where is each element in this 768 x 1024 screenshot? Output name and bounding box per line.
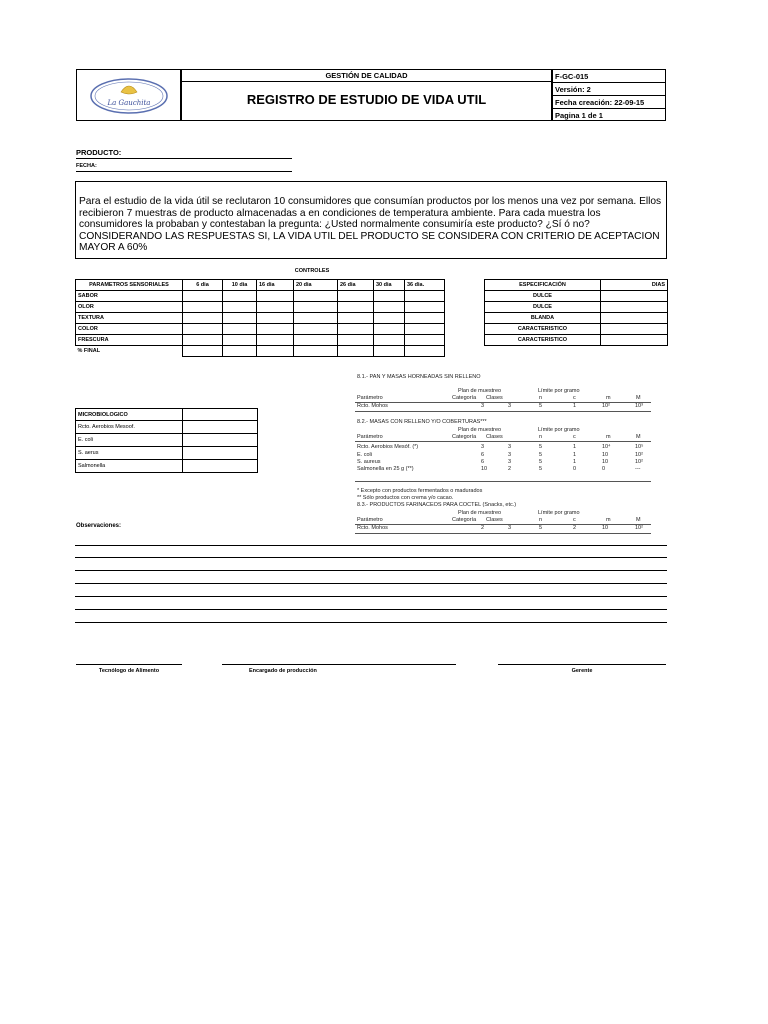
row-label: % FINAL xyxy=(77,348,101,355)
column-header: 10 dia xyxy=(223,280,257,291)
department-label: GESTIÓN DE CALIDAD xyxy=(325,71,408,80)
c-label: c xyxy=(573,517,576,523)
row-label: E. coli xyxy=(76,434,183,447)
table-row xyxy=(76,434,258,447)
logo-text: La Gauchita xyxy=(107,99,151,107)
observations-line[interactable] xyxy=(75,545,667,546)
norm-cell: 5 xyxy=(539,403,543,409)
m-label: m xyxy=(606,395,611,401)
column-header: 16 dia xyxy=(257,280,294,291)
m-label: m xyxy=(606,517,611,523)
norm-row-label: Rcto. Mohos xyxy=(357,525,388,531)
table-cell[interactable] xyxy=(183,421,258,434)
table-row xyxy=(76,324,445,335)
norm-cell: 6 xyxy=(481,452,485,458)
table-cell[interactable] xyxy=(294,302,338,313)
norm-cell: 10 xyxy=(481,466,488,472)
table-cell[interactable] xyxy=(223,335,257,346)
column-header: 6 dia xyxy=(183,280,223,291)
norm-cell: 10 xyxy=(602,459,609,465)
table-cell[interactable] xyxy=(405,324,445,335)
row-label: TEXTURA xyxy=(76,313,183,324)
signature-label-gerente: Gerente xyxy=(571,668,593,674)
title-cell xyxy=(181,69,552,121)
row-label: Rcto. Aerobios Mesoof. xyxy=(76,421,183,434)
table-row xyxy=(76,421,258,434)
observations-line[interactable] xyxy=(75,622,667,623)
norm-row-label: Rcto. Mohos xyxy=(357,403,388,409)
norm-note-1: * Excepto con productos fermentados o madurados xyxy=(357,488,483,494)
table-cell[interactable] xyxy=(183,313,223,324)
table-row xyxy=(485,291,668,302)
document-meta xyxy=(552,69,666,121)
document-version: Versión: 2 xyxy=(555,85,591,94)
observations-line[interactable] xyxy=(75,557,667,558)
column-header: MICROBIOLOGICO xyxy=(76,409,183,421)
norm-cell: 10⁴ xyxy=(602,444,611,450)
table-cell[interactable] xyxy=(223,291,257,302)
categoria-label: Categoría xyxy=(452,434,477,440)
row-label: FRESCURA xyxy=(76,335,183,346)
table-cell[interactable] xyxy=(374,302,405,313)
table-cell[interactable] xyxy=(223,346,257,357)
column-header: 26 dia xyxy=(338,280,374,291)
row-label: SABOR xyxy=(76,291,183,302)
c-label: c xyxy=(573,434,576,440)
column-header: 36 dia. xyxy=(405,280,445,291)
limite-label: Límite por gramo xyxy=(538,388,580,394)
signature-label-tecnologo: Tecnólogo de Alimento xyxy=(98,668,160,674)
categoria-label: Categoría xyxy=(452,395,477,401)
table-cell[interactable] xyxy=(338,324,374,335)
table-cell[interactable] xyxy=(338,313,374,324)
norm-row-label: E. coli xyxy=(357,452,372,458)
norm-cell: --- xyxy=(635,466,641,472)
norm-cell: 5 xyxy=(539,444,543,450)
norm-cell: 2 xyxy=(508,466,512,472)
signature-label-encargado: Encargado de producción xyxy=(249,668,317,674)
c-label: c xyxy=(573,395,576,401)
company-logo xyxy=(77,70,180,120)
table-cell[interactable] xyxy=(183,346,223,357)
table-cell[interactable] xyxy=(183,460,258,473)
fecha-label: FECHA: xyxy=(76,163,97,169)
table-cell[interactable] xyxy=(338,335,374,346)
table-cell[interactable] xyxy=(294,313,338,324)
norm-row-label: S. aureus xyxy=(357,459,381,465)
observations-label: Observaciones: xyxy=(76,523,122,529)
table-cell[interactable] xyxy=(183,335,223,346)
logo-cell xyxy=(76,69,181,121)
table-cell[interactable] xyxy=(183,447,258,460)
observations-line[interactable] xyxy=(75,570,667,571)
M-label: M xyxy=(636,395,641,401)
table-cell[interactable] xyxy=(374,291,405,302)
norm-cell: 3 xyxy=(508,525,512,531)
table-cell[interactable] xyxy=(257,291,294,302)
table-cell[interactable] xyxy=(405,291,445,302)
norm-cell: 0 xyxy=(602,466,606,472)
signature-line-tecnologo[interactable] xyxy=(76,664,182,665)
norm-cell: 10⁵ xyxy=(635,444,644,450)
column-header: DIAS xyxy=(601,280,668,291)
M-label: M xyxy=(636,434,641,440)
norm-cell: 5 xyxy=(539,525,543,531)
table-cell[interactable] xyxy=(601,335,668,346)
table-cell[interactable] xyxy=(183,434,258,447)
controls-title: CONTROLES xyxy=(294,268,330,274)
final-row xyxy=(76,346,445,357)
n-label: n xyxy=(539,434,543,440)
producto-field[interactable] xyxy=(76,158,292,159)
table-cell[interactable] xyxy=(405,302,445,313)
norm-cell: 0 xyxy=(573,466,577,472)
table-cell[interactable] xyxy=(294,335,338,346)
spec-value: DULCE xyxy=(485,291,601,302)
table-cell[interactable] xyxy=(257,346,294,357)
microbiological-table xyxy=(75,408,258,473)
table-cell[interactable] xyxy=(257,313,294,324)
norm-cell: 3 xyxy=(508,444,512,450)
limite-label: Límite por gramo xyxy=(538,510,580,516)
parametro-label: Parámetro xyxy=(357,517,383,523)
document-created: Fecha creación: 22-09-15 xyxy=(555,98,645,107)
table-cell[interactable] xyxy=(374,335,405,346)
norm-cell: 1 xyxy=(573,452,577,458)
spec-header-row xyxy=(485,280,668,291)
table-row xyxy=(485,335,668,346)
table-cell[interactable] xyxy=(338,302,374,313)
producto-label: PRODUCTO: xyxy=(76,148,122,157)
parametro-label: Parámetro xyxy=(357,434,383,440)
column-header: 20 dia xyxy=(294,280,338,291)
table-cell[interactable] xyxy=(183,324,223,335)
norm-cell: 2 xyxy=(481,525,485,531)
table-cell[interactable] xyxy=(374,313,405,324)
norm-cell: 5 xyxy=(539,452,543,458)
norm-cell: 1 xyxy=(573,459,577,465)
table-row xyxy=(76,313,445,324)
table-cell[interactable] xyxy=(338,291,374,302)
norm-cell: 3 xyxy=(481,444,485,450)
table-cell[interactable] xyxy=(257,302,294,313)
norm-cell: 3 xyxy=(481,403,485,409)
n-label: n xyxy=(539,517,543,523)
norm-8-2-title: 8.2.- MASAS CON RELLENO Y/O COBERTURAS*** xyxy=(357,419,487,425)
table-row xyxy=(76,447,258,460)
study-description: Para el estudio de la vida útil se reclutaron 10 consumidores que consumían productos por los menos una vez por semana. Ellos recibieron 7 muestras de producto almacenadas a en condiciones de temperatura ambiente. Para cada muestra los consumidores la probaban y contestaban la pregunta: ¿Usted normalmente consumiría este producto? ¿Sí ó no? CONSIDERANDO LAS RESPUESTAS SI, LA VIDA UTIL DEL PRODUCTO SE CONSIDERA CON CRITERIO DE ACEPTACION MAYOR A 60% xyxy=(79,196,662,254)
table-row xyxy=(76,291,445,302)
norm-cell: 6 xyxy=(481,459,485,465)
table-cell[interactable] xyxy=(294,291,338,302)
table-row xyxy=(485,313,668,324)
table-cell[interactable] xyxy=(183,302,223,313)
signature-line-gerente[interactable] xyxy=(498,664,666,665)
norm-cell: 10³ xyxy=(635,403,643,409)
table-cell[interactable] xyxy=(338,346,374,357)
document-title: REGISTRO DE ESTUDIO DE VIDA UTIL xyxy=(246,92,487,107)
norm-8-3-title: 8.3.- PRODUCTOS FARINACEOS PARA COCTEL (Snacks, etc.) xyxy=(357,502,517,508)
spec-value: CARACTERISTICO xyxy=(485,335,601,346)
observations-line[interactable] xyxy=(75,583,667,584)
column-header: ESPECIFICACIÓN xyxy=(485,280,601,291)
table-row xyxy=(485,324,668,335)
table-row xyxy=(76,335,445,346)
table-cell[interactable] xyxy=(601,313,668,324)
table-row xyxy=(76,302,445,313)
norm-cell: 3 xyxy=(508,452,512,458)
table-cell[interactable] xyxy=(374,346,405,357)
row-label: S. aerus xyxy=(76,447,183,460)
table-cell[interactable] xyxy=(601,302,668,313)
table-cell[interactable] xyxy=(183,291,223,302)
norm-cell: 10 xyxy=(602,525,609,531)
table-cell[interactable] xyxy=(223,324,257,335)
table-cell[interactable] xyxy=(405,313,445,324)
table-cell[interactable] xyxy=(294,346,338,357)
norm-cell: 10² xyxy=(635,525,643,531)
table-cell[interactable] xyxy=(374,324,405,335)
table-cell[interactable] xyxy=(257,335,294,346)
table-cell[interactable] xyxy=(601,291,668,302)
spec-value: BLANDA xyxy=(485,313,601,324)
norm-cell: 10² xyxy=(602,403,610,409)
observations-line[interactable] xyxy=(75,609,667,610)
clases-label: Clases xyxy=(486,395,503,401)
table-cell[interactable] xyxy=(257,324,294,335)
plan-label: Plan de muestreo xyxy=(458,388,502,394)
document-page: Pagina 1 de 1 xyxy=(555,111,603,120)
table-cell[interactable] xyxy=(601,324,668,335)
table-cell[interactable] xyxy=(294,324,338,335)
plan-label: Plan de muestreo xyxy=(458,510,502,516)
document-code: F-GC-015 xyxy=(555,72,589,81)
norm-cell: 5 xyxy=(539,459,543,465)
norm-cell: 10² xyxy=(635,459,643,465)
table-row xyxy=(485,302,668,313)
row-label: Salmonella xyxy=(76,460,183,473)
norm-cell: 2 xyxy=(573,525,577,531)
controls-header-row xyxy=(76,280,445,291)
norm-row-label: Rcto. Aerobios Mesóf. (*) xyxy=(357,444,419,450)
specification-table xyxy=(484,279,668,346)
table-cell[interactable] xyxy=(183,409,258,421)
norms-block xyxy=(355,374,655,539)
norm-cell: 3 xyxy=(508,459,512,465)
column-header: PARAMETROS SENSORIALES xyxy=(76,280,183,291)
clases-label: Clases xyxy=(486,434,503,440)
m-label: m xyxy=(606,434,611,440)
table-row xyxy=(76,460,258,473)
n-label: n xyxy=(539,395,543,401)
row-label: OLOR xyxy=(76,302,183,313)
norm-cell: 10 xyxy=(602,452,609,458)
controls-table xyxy=(75,279,445,357)
fecha-field[interactable] xyxy=(76,171,292,172)
spec-value: DULCE xyxy=(485,302,601,313)
column-header: 30 dia xyxy=(374,280,405,291)
M-label: M xyxy=(636,517,641,523)
norm-cell: 3 xyxy=(508,403,512,409)
study-description-box xyxy=(75,181,667,259)
observations-line[interactable] xyxy=(75,596,667,597)
categoria-label: Categoría xyxy=(452,517,477,523)
clases-label: Clases xyxy=(486,517,503,523)
norm-cell: 1 xyxy=(573,403,577,409)
norm-note-2: ** Sólo productos con crema y/o cacao. xyxy=(357,495,454,501)
limite-label: Límite por gramo xyxy=(538,427,580,433)
signature-line-encargado[interactable] xyxy=(222,664,456,665)
parametro-label: Parámetro xyxy=(357,395,383,401)
table-cell[interactable] xyxy=(405,346,445,357)
norm-cell: 1 xyxy=(573,444,577,450)
norm-cell: 10² xyxy=(635,452,643,458)
norm-cell: 5 xyxy=(539,466,543,472)
norm-row-label: Salmonella en 25 g (**) xyxy=(357,466,414,472)
micro-header-row xyxy=(76,409,258,421)
table-cell[interactable] xyxy=(223,313,257,324)
table-cell[interactable] xyxy=(223,302,257,313)
table-cell[interactable] xyxy=(405,335,445,346)
row-label: COLOR xyxy=(76,324,183,335)
spec-value: CARACTERISTICO xyxy=(485,324,601,335)
plan-label: Plan de muestreo xyxy=(458,427,502,433)
norm-8-1-title: 8.1.- PAN Y MASAS HORNEADAS SIN RELLENO xyxy=(357,374,481,380)
